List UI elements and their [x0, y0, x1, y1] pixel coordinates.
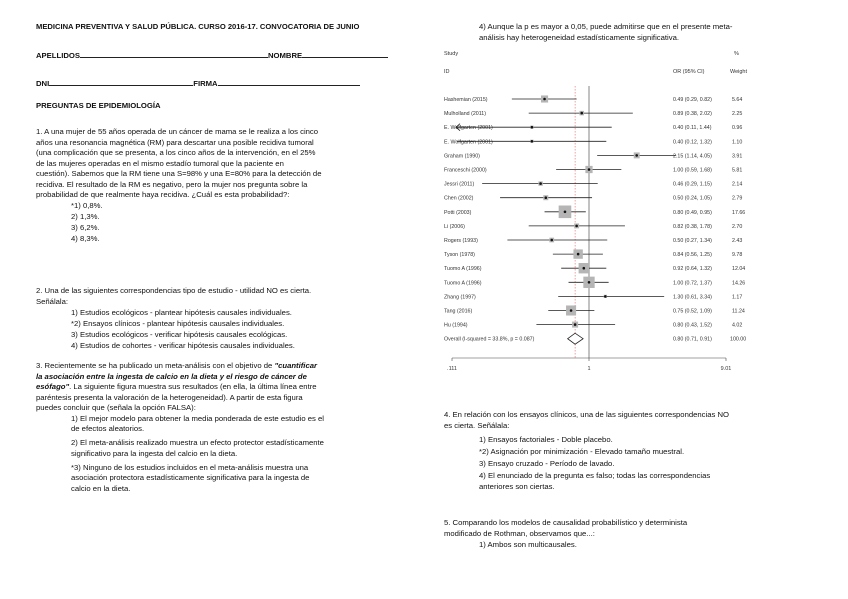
forest-or-value: 1.00 (0.59, 1.68): [673, 167, 712, 174]
firma-label: FIRMA: [193, 79, 218, 88]
forest-study-label: Li (2006): [444, 223, 465, 230]
forest-or-value: 1.00 (0.72, 1.37): [673, 280, 712, 287]
q1-line: recidiva. El resultado de la RM es negativo, pero la mujer nos pregunta sobre la: [36, 179, 308, 189]
q3-line: [36, 361, 408, 371]
q1-line: probabilidad de que realmente haya recidiva. ¿Cuál es esta probabilidad?:: [36, 190, 290, 199]
forest-or-value: 0.92 (0.64, 1.32): [673, 266, 712, 273]
dni-label: DNI: [36, 79, 50, 88]
forest-point-estimate: [577, 253, 580, 256]
forest-weight-value: 1.17: [732, 294, 743, 301]
q1-option[interactable]: 3) 6,2%.: [71, 223, 100, 232]
forest-study-label: Tang (2016): [444, 308, 473, 315]
forest-axis-tick-label: 9.01: [720, 366, 732, 372]
forest-header-id: ID: [444, 69, 450, 75]
forest-point-estimate: [575, 225, 578, 228]
q3-option: significativo para la ingesta del calcio en la dieta.: [71, 448, 238, 458]
forest-study-label: Chen (2002): [444, 195, 474, 202]
forest-weight-value: 2.43: [732, 238, 743, 244]
forest-study-label: E. Wolfgarten (2001): [444, 139, 493, 146]
forest-or-value: 0.80 (0.43, 1.52): [673, 322, 712, 329]
forest-point-estimate: [550, 239, 553, 242]
forest-header-weight: Weight: [730, 69, 748, 75]
forest-point-estimate: [635, 154, 638, 157]
forest-study-label: Tuomo A (1996): [444, 266, 482, 273]
q4-line: 4. En relación con los ensayos clínicos, una de las siguientes correspondencias NO: [444, 410, 730, 419]
q3-intro: 3. Recientemente se ha publicado un meta-análisis con el objetivo de: [36, 361, 275, 370]
forest-study-label: E. Wolfgarten (2001): [444, 125, 493, 132]
forest-plot: [444, 46, 814, 376]
forest-study-label: Rogers (1993): [444, 238, 478, 244]
q3-option: de efectos aleatorios.: [71, 424, 145, 433]
forest-header-study: Study: [444, 51, 459, 57]
q3-line: paréntesis presenta la valoración de la heterogeneidad). A partir de esta figura: [36, 392, 303, 402]
forest-or-value: 0.49 (0.29, 0.82): [673, 97, 712, 103]
forest-study-label: Tuomo A (1996): [444, 280, 482, 287]
forest-weight-value: 0.96: [732, 125, 743, 132]
forest-study-label: Franceschi (2000): [444, 167, 487, 174]
q3-quote: "cuantificar: [274, 361, 317, 370]
forest-point-estimate: [588, 281, 591, 284]
forest-weight-value: 3.91: [732, 153, 743, 160]
q4-option[interactable]: 3) Ensayo cruzado - Período de lavado.: [479, 459, 615, 468]
forest-study-label: Jessri (2011): [444, 181, 475, 188]
q3-line: puedes concluir que (señala la opción FALSA):: [36, 403, 196, 412]
q5-line: modificado de Rothman, observamos que...:: [444, 528, 595, 538]
q3-option[interactable]: 4) Aunque la p es mayor a 0,05, puede admitirse que en el presente meta-: [479, 22, 733, 31]
forest-study-label: Zhang (1997): [444, 294, 476, 301]
forest-weight-value: 2.79: [732, 195, 743, 202]
forest-or-value: 0.75 (0.52, 1.09): [673, 308, 712, 315]
q1-line: de las mujeres operadas en el mismo estadío tumoral que la paciente en: [36, 158, 284, 168]
apellidos-field[interactable]: [80, 49, 268, 58]
forest-or-value: 0.80 (0.49, 0.95): [673, 209, 712, 216]
q3-option[interactable]: *3) Ninguno de los estudios incluidos en el meta-análisis muestra una: [71, 462, 309, 472]
q2-option[interactable]: 1) Estudios ecológicos - plantear hipótesis causales individuales.: [71, 307, 292, 317]
nombre-field[interactable]: [302, 49, 388, 58]
forest-or-value: 0.89 (0.38, 2.02): [673, 111, 712, 118]
q2-option[interactable]: 3) Estudios ecológicos - verificar hipótesis causales ecológicas.: [71, 329, 288, 339]
forest-point-estimate: [574, 323, 577, 326]
forest-weight-value: 4.02: [732, 322, 743, 329]
forest-overall-or: 0.80 (0.71, 0.91): [673, 336, 712, 343]
exam-header: MEDICINA PREVENTIVA Y SALUD PÚBLICA. CURSO 2016-17. CONVOCATORIA DE JUNIO: [36, 22, 360, 31]
q1-option[interactable]: 2) 1,3%.: [71, 212, 100, 221]
forest-or-value: 0.50 (0.27, 1.34): [673, 238, 712, 244]
q4-option[interactable]: 1) Ensayos factoriales - Doble placebo.: [479, 435, 613, 444]
q3-option: análisis hay heterogeneidad estadísticamente significativa.: [479, 32, 679, 42]
forest-weight-value: 9.78: [732, 252, 743, 259]
forest-overall-label: Overall (I-squared = 33.8%, p = 0.087): [444, 336, 535, 343]
dni-row: [36, 77, 360, 89]
q1-line: años una resonancia magnética (RM) para descartar una posible recidiva tumoral: [36, 137, 314, 147]
forest-or-value: 0.40 (0.11, 1.44): [673, 125, 712, 132]
q1-line: cuestión). Sabemos que la RM tiene una S=98% y una E=80% para la detección de: [36, 169, 322, 178]
forest-or-value: 0.82 (0.38, 1.78): [673, 223, 712, 230]
forest-overall-weight: 100.00: [730, 336, 747, 343]
firma-field[interactable]: [218, 77, 360, 86]
forest-or-value: 0.50 (0.24, 1.05): [673, 195, 712, 202]
q2-option[interactable]: *2) Ensayos clínicos - plantear hipótesis causales individuales.: [71, 318, 285, 328]
forest-header-or: OR (95% CI): [673, 69, 705, 75]
q2-option[interactable]: 4) Estudios de cohortes - verificar hipótesis causales individuales.: [71, 340, 295, 350]
q3-option: calcio en la dieta.: [71, 483, 131, 493]
q2-line: 2. Una de las siguientes correspondencias tipo de estudio - utilidad NO es cierta.: [36, 286, 312, 295]
forest-study-label: Hashemian (2015): [444, 97, 488, 103]
apellidos-label: APELLIDOS: [36, 51, 80, 60]
q1-line: 1. A una mujer de 55 años operada de un cáncer de mama se le realiza a los cinco: [36, 127, 319, 136]
forest-overall-diamond: [568, 333, 583, 344]
forest-point-estimate: [564, 211, 567, 214]
q1-option[interactable]: *1) 0,8%.: [71, 201, 103, 210]
q5-line: 5. Comparando los modelos de causalidad probabilístico y determinista: [444, 518, 688, 527]
forest-or-value: 0.84 (0.56, 1.25): [673, 252, 712, 259]
forest-weight-value: 17.66: [732, 209, 746, 216]
forest-point-estimate: [570, 309, 573, 312]
forest-point-estimate: [604, 295, 607, 298]
forest-axis-tick-label: 1: [587, 366, 591, 372]
q3-quote: la asociación entre la ingesta de calcio en la dieta y el riesgo de cáncer de: [36, 371, 307, 381]
forest-weight-value: 14.26: [732, 280, 746, 287]
forest-or-value: 2.15 (1.14, 4.05): [673, 153, 712, 160]
q3-quote: esófago": [36, 382, 70, 391]
forest-weight-value: 2.14: [732, 181, 743, 188]
forest-study-label: Graham (1990): [444, 153, 480, 160]
forest-study-label: Mulholland (2011): [444, 111, 487, 118]
q4-option: anteriores son ciertas.: [479, 482, 555, 491]
apellidos-row: [36, 49, 388, 61]
forest-weight-value: 1.10: [732, 139, 743, 146]
forest-weight-value: 2.25: [732, 111, 743, 118]
forest-point-estimate: [580, 112, 583, 115]
forest-point-estimate: [545, 196, 548, 199]
forest-point-estimate: [588, 168, 591, 171]
q3-line: [36, 382, 317, 392]
nombre-label: NOMBRE: [268, 51, 303, 60]
forest-or-value: 1.30 (0.61, 3.34): [673, 294, 712, 301]
q3-text: . La siguiente figura muestra sus resultados (en ella, la última línea entre: [69, 382, 317, 391]
forest-header-pct: %: [734, 51, 739, 57]
q4-option[interactable]: *2) Asignación por minimización - Elevado tamaño muestral.: [479, 447, 685, 456]
forest-point-estimate: [531, 126, 534, 129]
forest-study-label: Hu (1994): [444, 322, 468, 329]
q2-line: Señálala:: [36, 296, 69, 306]
q3-line: [36, 372, 307, 382]
q3-option[interactable]: 2) El meta-análisis realizado muestra un efecto protector estadísticamente: [71, 438, 324, 447]
forest-or-value: 0.40 (0.12, 1.32): [673, 139, 712, 146]
q1-line: (una complicación que se presenta, a los cinco años de la intervención, en el 25%: [36, 148, 316, 157]
forest-weight-value: 5.81: [732, 167, 743, 174]
dni-field[interactable]: [49, 77, 193, 86]
section-title: PREGUNTAS DE EPIDEMIOLOGÍA: [36, 101, 161, 110]
q4-line: es cierta. Señálala:: [444, 420, 510, 430]
forest-axis-tick-label: .111: [447, 366, 457, 372]
forest-weight-value: 2.70: [732, 223, 743, 230]
q1-option[interactable]: 4) 8,3%.: [71, 234, 100, 243]
forest-or-value: 0.46 (0.29, 1.15): [673, 181, 712, 188]
forest-weight-value: 5.64: [732, 97, 743, 103]
forest-point-estimate: [583, 267, 586, 270]
forest-point-estimate: [543, 98, 546, 101]
forest-weight-value: 11.24: [732, 308, 745, 315]
forest-point-estimate: [531, 140, 534, 143]
forest-point-estimate: [539, 182, 542, 185]
forest-study-label: Tyson (1978): [444, 252, 475, 259]
q4-option[interactable]: 4) El enunciado de la pregunta es falso; todas las correspondencias: [479, 471, 711, 480]
q3-option: asociación protectora estadísticamente significativa para la ingesta de: [71, 473, 310, 482]
q5-option[interactable]: 1) Ambos son multicausales.: [479, 540, 577, 549]
forest-study-label: Potti (2003): [444, 209, 472, 216]
q3-option[interactable]: 1) El mejor modelo para obtener la media ponderada de este estudio es el: [71, 413, 324, 423]
forest-weight-value: 12.04: [732, 266, 746, 273]
